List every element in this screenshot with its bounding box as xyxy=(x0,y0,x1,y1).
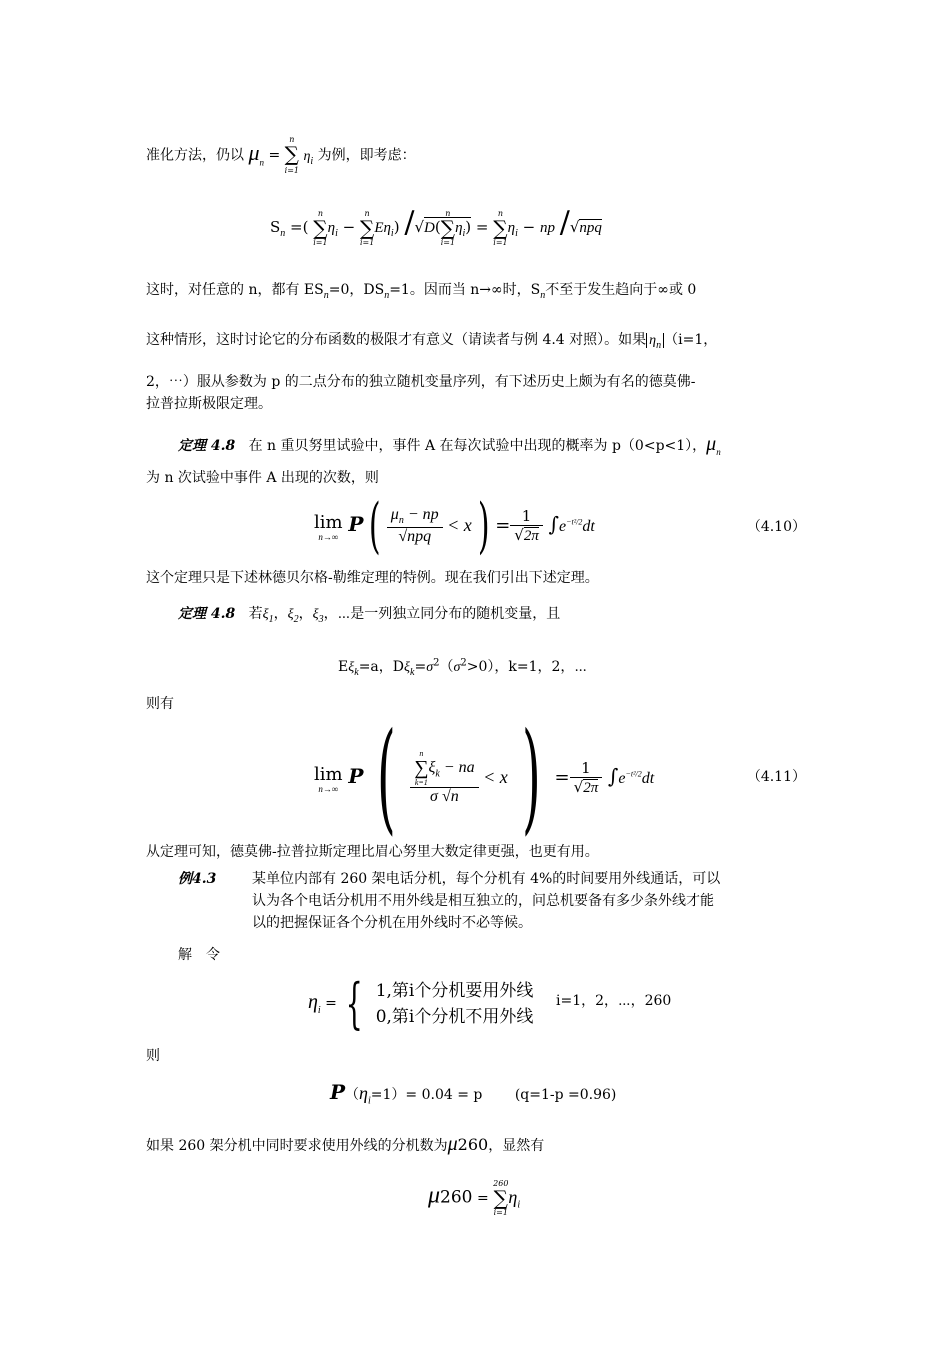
example-label: 例4.3 xyxy=(178,871,217,887)
paragraph-intro: 准化方法，仍以 $\mu_n$ = n ∑ i=1 $\eta_i$ 为例，即考虑： xyxy=(146,135,416,175)
probability-line: $P(\eta_i=1)= 0.04 = p$ (q=1-p =0.96) xyxy=(330,1080,617,1107)
theorem-1-line1: 定理 4.8 在 n 重贝努里试验中，事件 A 在每次试验中出现的概率为 p（0<p<1），$\mu_n$ xyxy=(178,433,721,457)
paragraph-4: 从定理可知，德莫佛-拉普拉斯定理比眉心努里大数定律更强，也更有用。 xyxy=(146,844,599,860)
paragraph-2-line4: 拉普拉斯极限定理。 xyxy=(146,396,272,412)
equation-4-10: lim n→∞ P( $\frac{\mu_n - np}{\text{√npq}}$ < x) = $\frac{1}{√2\pi}$ $\int e^{-t^2/2}dt$ xyxy=(314,491,595,561)
mu-n-symbol: $\mu_n$ xyxy=(248,139,264,167)
then-text: 则有 xyxy=(146,696,174,712)
sum-symbol: n ∑ i=1 xyxy=(284,135,299,175)
cases-definition: $\eta_i$ = { 1,第i个分机要用外线 0,第i个分机不用外线 xyxy=(308,972,534,1035)
paragraph-3: 这个定理只是下述林德贝尔格-勒维定理的特例。现在我们引出下述定理。 xyxy=(146,570,599,586)
paragraph-2-line3: 2，⋯）服从参数为 p 的二点分布的独立随机变量序列，有下述历史上颇为有名的德莫佛- xyxy=(146,374,696,390)
example-body: 某单位内部有 260 架电话分机，每个分机有 4%的时间要用外线通话，可以 认为各个电话分机用不用外线是相互独立的，问总机要备有多少条外线才能 以的把握保证各个分机在用外线时不必等候。 xyxy=(252,871,721,931)
theorem-2: 定理 4.8 若$\xi_1$，$\xi_2$，$\xi_3$，⋯是一列独立同分布的随机变量，且 xyxy=(178,606,561,625)
solution-label: 解 令 xyxy=(178,947,220,963)
equation-4-11: lim n→∞ P ( n ∑ k=1 $\xi_k$ − na σ √n < x ) = $\frac{1}{√2\pi}$ $\int e^{-t^2/2}dt$ xyxy=(314,708,655,847)
paragraph-2-line2: 这种情形，这时讨论它的分布函数的极限才有意义（请读者与例 4.4 对照）。如果 $\eta_n$ （i=1， xyxy=(146,332,718,351)
equation-number-4-11: （4.11） xyxy=(746,769,806,785)
cases-range: i=1，2，⋯，260 xyxy=(556,993,672,1009)
equation-sn: $S_n$ =( n ∑ i=1 $\eta_i$ − n ∑ i=1 $E\eta_i$) /√D( n ∑ i=1 $\eta_i$) = n ∑ i=1 $\eta_i$ − np /√npq xyxy=(270,205,602,247)
equation-mu260: μ260 = 260 ∑ i=1 $\eta_i$ xyxy=(428,1179,521,1217)
paragraph-2-line1: 这时，对任意的 n，都有 $ES_n=0$，$DS_n=1$。因而当 n→∞时，$S_n$不至于发生趋向于∞或 0 xyxy=(146,282,697,301)
paragraph-5: 如果 260 架分机中同时要求使用外线的分机数为μ260，显然有 xyxy=(146,1133,545,1155)
condition-line: $E\xi_k=a$，$D\xi_k=\sigma^2(\sigma^2>0)$，k=1，2，⋯ xyxy=(338,657,588,678)
theorem-1-line2: 为 n 次试验中事件 A 出现的次数，则 xyxy=(146,470,379,486)
then-text-2: 则 xyxy=(146,1048,160,1064)
equation-number-4-10: （4.10） xyxy=(746,519,806,535)
